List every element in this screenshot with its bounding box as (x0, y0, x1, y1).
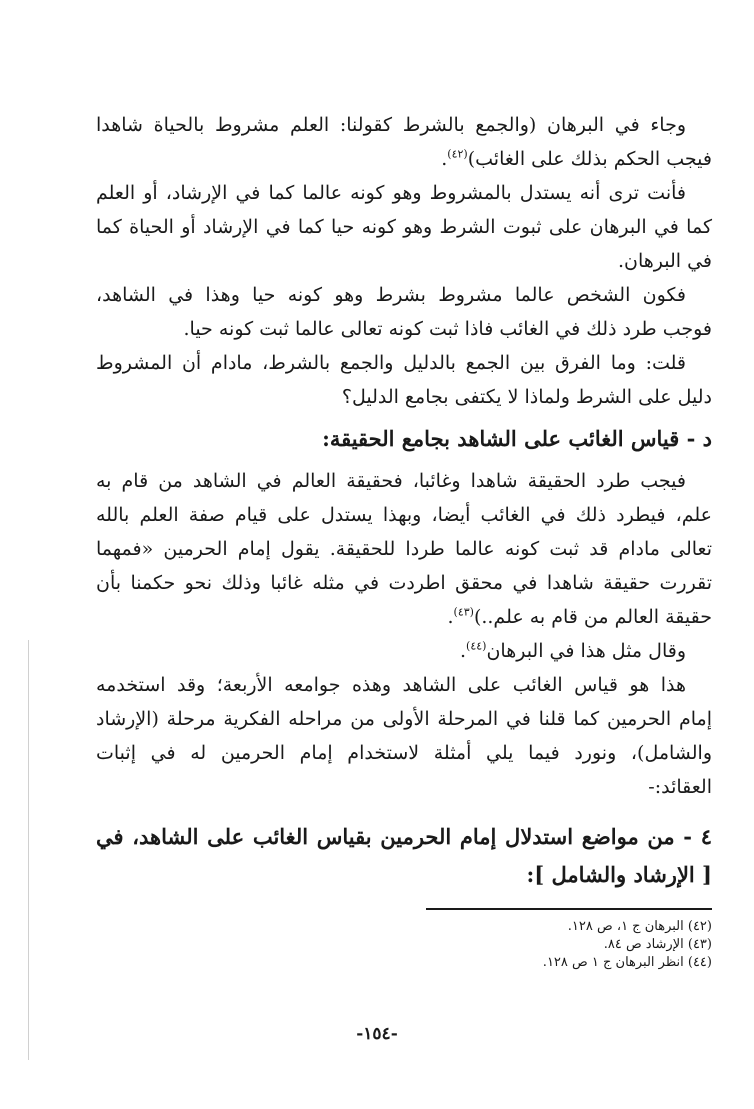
page-body (96, 108, 712, 900)
text-line-content: حقيقة العالم من قام به علم..) (473, 606, 712, 628)
text-line: فيجب طرد الحقيقة شاهدا وغائبا، فحقيقة العالم في الشاهد من قام به (96, 470, 686, 492)
page-number: -١٥٤- (356, 1024, 398, 1044)
text-line: وجاء في البرهان (والجمع بالشرط كقولنا: العلم مشروط بالحياة شاهدا (96, 114, 686, 136)
text-line: إمام الحرمين كما قلنا في المرحلة الأولى من مراحله الفكرية مرحلة (الإرشاد (96, 708, 712, 730)
text-line: فوجب طرد ذلك في الغائب فاذا ثبت كونه تعالى عالما ثبت كونه حيا. (183, 318, 712, 340)
text-line: فكون الشخص عالما مشروط بشرط وهو كونه حيا وهذا في الشاهد، (96, 284, 686, 306)
text-line: هذا هو قياس الغائب على الشاهد وهذه جوامعه الأربعة؛ وقد استخدمه (96, 674, 686, 696)
section-heading (96, 420, 712, 458)
paragraph (96, 668, 712, 804)
paragraph (96, 176, 712, 278)
footnote-ref: (٤٣) (453, 605, 474, 619)
heading-line: ٤ - من مواضع استدلال إمام الحرمين بقياس الغائب على الشاهد، في (96, 824, 712, 849)
paragraph (96, 346, 712, 414)
text-line: فيجب الحكم بذلك على الغائب)$^{(٤٢)}$. (441, 147, 712, 170)
text-line: حقيقة العالم من قام به علم..)$^{(٤٣)}$. (447, 605, 712, 628)
text-line: دليل على الشرط ولماذا لا يكتفى بجامع الدليل؟ (341, 386, 712, 408)
text-line: علم، فيطرد ذلك في الغائب أيضا، وبهذا يستدل على قيام صفة العلم بالله (96, 504, 712, 526)
section-heading (96, 818, 712, 894)
text-line: في البرهان. (617, 250, 712, 272)
footnote-divider (426, 908, 712, 910)
text-line: قلت: وما الفرق بين الجمع بالدليل والجمع بالشرط، مادام أن المشروط (96, 352, 687, 374)
footnote-ref: (٤٤) (466, 639, 487, 653)
footnote: (٤٢) البرهان ج ١، ص ١٢٨. (567, 919, 712, 934)
footnote-list (96, 918, 712, 972)
text-line: فأنت ترى أنه يستدل بالمشروط وهو كونه عالما كما في الإرشاد، أو العلم (96, 182, 686, 204)
text-line: كما في البرهان على ثبوت الشرط وهو كونه حيا كما في الإرشاد أو الحياة كما (96, 216, 712, 238)
heading-line: [ الإرشاد والشامل ]: (526, 862, 712, 887)
paragraph (96, 278, 712, 346)
text-line: العقائد:- (648, 776, 712, 798)
footnote: (٤٣) الإرشاد ص ٨٤. (603, 937, 712, 952)
paragraph (96, 634, 712, 668)
footnote-ref: (٤٢) (447, 147, 468, 161)
paragraph (96, 108, 712, 176)
paragraph (96, 464, 712, 634)
text-line-content: وقال مثل هذا في البرهان (486, 640, 686, 662)
text-line: تقررت حقيقة شاهدا في محقق اطردت في مثله غائبا وذلك نحو حكمنا بأن (96, 572, 712, 594)
text-line: وقال مثل هذا في البرهان$^{(٤٤)}$. (459, 639, 686, 662)
text-line: والشامل)، ونورد فيما يلي أمثلة لاستخدام إمام الحرمين له في إثبات (96, 742, 712, 764)
footnote: (٤٤) انظر البرهان ج ١ ص ١٢٨. (542, 955, 712, 970)
text-line: تعالى مادام قد ثبت كونه عالما طردا للحقيقة. يقول إمام الحرمين «فمهما (96, 538, 712, 560)
text-line-content: فيجب الحكم بذلك على الغائب) (467, 148, 712, 170)
scan-edge-line (28, 640, 29, 1060)
heading-line: د - قياس الغائب على الشاهد بجامع الحقيقة: (322, 426, 712, 451)
